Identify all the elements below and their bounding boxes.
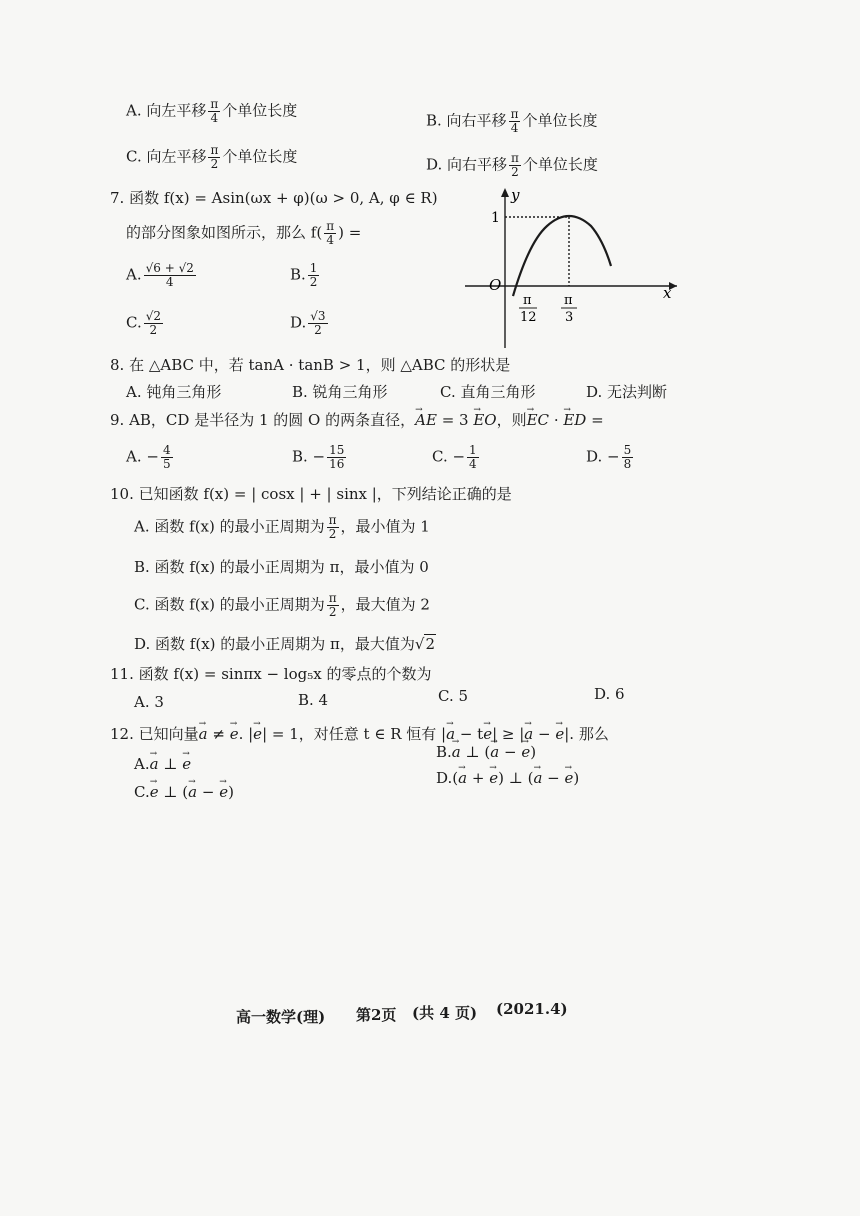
option-label: A. [134,755,150,773]
q6-option-d-tail: 个单位长度 [522,155,598,174]
q9-stem-head: 9. AB，CD 是半径为 1 的圆 O 的两条直径， [110,411,416,429]
y-axis-label: y [511,186,520,204]
fraction-numerator: π [511,151,519,165]
fraction-denominator: 2 [210,157,219,171]
option-label: C. [134,783,150,801]
option-label: A. [126,265,142,284]
sine-curve [513,216,611,296]
vector-a: → a [150,754,159,774]
not-equal-operator: ≠ [207,725,230,743]
fraction-numerator: 1 [469,443,477,457]
vector-e: → e [521,742,530,762]
q7-option-a-fraction [144,262,196,289]
q9-stem-tail: = [586,411,604,429]
vector-ae: → AE [415,410,437,430]
dot-operator: · [549,411,564,429]
fraction-denominator: 4 [165,275,174,289]
q9-option-b-fraction [327,444,346,471]
fraction-numerator: π [328,591,337,605]
perp-operator: ⊥ [158,755,183,773]
q11-option-d: D. 6 [594,685,625,703]
option-label: C. [126,313,142,332]
vector-ed: → ED [563,410,586,430]
fraction-numerator: π [328,513,337,527]
vector-e: → e [555,724,564,744]
q7-option-a [126,262,198,289]
q6-option-a [126,98,297,125]
q10-option-a-fraction [327,514,339,541]
q9-option-a-fraction [161,444,173,471]
fraction-denominator: 4 [469,457,477,471]
radicand: 2 [425,635,436,653]
q7-option-c-fraction [144,310,163,337]
q11-option-c: C. 5 [438,687,469,705]
q12-option-d [436,768,579,788]
fraction-denominator: 2 [149,323,158,337]
q9-option-c-fraction [467,444,479,471]
tick1-denominator: 12 [520,310,537,325]
option-label: D. [290,313,307,332]
vector-ec: → EC [527,410,549,430]
fraction-denominator: 4 [210,111,219,125]
vector-e: → e [219,782,228,802]
q10-option-a-tail: ，最小值为 1 [340,517,430,536]
paren: ( [527,769,534,787]
q12-option-b [436,742,536,762]
vector-e: → e [489,768,498,788]
vector-e: → e [565,768,574,788]
q7-option-b-fraction [308,262,320,289]
vector-e: → e [230,724,239,744]
q12-option-c [134,782,234,802]
fraction-denominator: 2 [328,527,337,541]
fraction-numerator: √3 [310,309,326,323]
q9-stem [110,410,604,430]
fraction-numerator: √6 + √2 [145,261,194,275]
x-axis-label: x [663,284,672,302]
paren: ( [182,783,189,801]
fraction-denominator: 2 [309,275,318,289]
q7-stem-line1: 7. 函数 f(x) = Asin(ωx + φ)(ω > 0, A, φ ∈ R) [110,189,438,207]
minus-operator: − [542,769,565,787]
footer-page: 第2页 [356,1006,397,1024]
q6-option-b-text: B. 向右平移 [426,111,507,130]
q10-option-a [134,514,430,541]
fraction-numerator: 4 [162,443,171,457]
paren: ) [498,769,504,787]
q6-option-b-tail: 个单位长度 [522,111,598,130]
fraction-denominator: 4 [326,233,334,247]
q6-option-a-tail: 个单位长度 [222,101,298,120]
q9-option-c [432,444,481,471]
tick2-denominator: 3 [565,310,574,325]
q6-option-d-fraction [509,152,521,179]
paren: ) [228,783,234,801]
q9-option-b [292,444,348,471]
fraction-denominator: 2 [314,323,322,337]
q7-function-graph [455,182,695,352]
q6-option-c-tail: 个单位长度 [222,147,298,166]
q11-option-b: B. 4 [298,691,329,709]
fraction-denominator: 16 [329,457,345,471]
minus-operator: − [197,783,220,801]
option-label: D. − [586,447,620,466]
q6-option-c [126,144,297,171]
q6-option-c-fraction [208,144,220,171]
q9-option-a [126,444,175,471]
y-axis-arrow-icon [501,188,509,197]
paren: ( [484,743,491,761]
option-label: B. [436,743,452,761]
q8-option-b: B. 锐角三角形 [292,383,388,401]
fraction-numerator: 15 [329,443,345,457]
fraction-denominator: 8 [623,457,632,471]
fraction-numerator: π [326,219,335,233]
q7-option-b [290,262,321,289]
tick2-numerator: π [564,293,573,308]
q6-option-b-fraction [509,108,521,135]
q10-option-b: B. 函数 f(x) 的最小正周期为 π，最小值为 0 [134,558,429,576]
perp-operator: ⊥ [158,783,183,801]
q8-option-d: D. 无法判断 [586,383,668,401]
q9-option-d [586,444,635,471]
paren: ) [530,743,537,761]
footer-total-pages: (共 4 页) [412,1004,478,1022]
origin-label: O [489,276,502,294]
q6-option-a-fraction [208,98,220,125]
option-label: D. [436,769,453,787]
paren: ) [573,769,580,787]
fraction-denominator: 4 [510,121,519,135]
footer-subject: 高一数学(理) [236,1008,326,1026]
q10-stem: 10. 已知函数 f(x) = | cosx | + | sinx |，下列结论正确的是 [110,485,512,503]
option-label: C. − [432,447,466,466]
q7-option-d [290,310,330,337]
q12-stem-mid2: | = 1，对任意 t ∈ R 恒有 | [262,725,447,743]
q6-option-b [426,108,597,135]
perp-operator: ⊥ [460,743,485,761]
q10-option-a-head: A. 函数 f(x) 的最小正周期为 [134,517,325,536]
vector-e: → e [253,724,262,744]
perp-operator: ⊥ [503,769,528,787]
fraction-numerator: π [510,107,519,121]
vector-e: → e [483,724,492,744]
q10-option-c-head: C. 函数 f(x) 的最小正周期为 [134,595,325,614]
vector-e: → e [182,754,191,774]
minus-t-operator: − t [455,725,484,743]
q12-stem-head: 12. 已知向量 [110,725,199,743]
vector-a: → a [188,782,197,802]
tick1-numerator: π [523,293,532,308]
fraction-numerator: √2 [145,309,161,323]
q11-option-a: A. 3 [134,693,164,711]
fraction-numerator: 1 [309,261,318,275]
vector-a: → a [524,724,533,744]
q11-stem: 11. 函数 f(x) = sinπx − log₅x 的零点的个数为 [110,665,432,683]
vector-eo: → EO [473,410,496,430]
fraction-numerator: π [210,97,219,111]
q9-option-d-fraction [622,444,634,471]
q9-stem-mid2: ，则 [496,411,527,429]
q10-option-d [134,634,436,654]
q7-stem-head: 的部分图象如图所示，那么 f( [126,223,323,242]
vector-a: → a [533,768,542,788]
q8-option-c: C. 直角三角形 [440,383,536,401]
fraction-denominator: 2 [511,165,519,179]
q7-option-d-fraction [308,310,327,337]
q12-stem [110,724,609,744]
option-label: B. − [292,447,326,466]
ge-operator: | ≥ | [492,725,525,743]
q7-stem-fraction [324,220,336,247]
q8-option-a: A. 钝角三角形 [126,383,222,401]
q12-option-a [134,754,191,774]
vector-e: → e [150,782,159,802]
vector-a: → a [490,742,499,762]
minus-operator: − [533,725,556,743]
q6-option-c-text: C. 向左平移 [126,147,207,166]
fraction-denominator: 2 [328,605,337,619]
max-value-label: 1 [491,210,500,226]
option-label: B. [290,265,306,284]
q10-option-d-head: D. 函数 f(x) 的最小正周期为 π，最大值为√ [134,635,425,653]
q6-option-a-text: A. 向左平移 [126,101,207,120]
fraction-numerator: 5 [623,443,632,457]
fraction-denominator: 5 [162,457,171,471]
minus-operator: − [499,743,522,761]
vector-a: → a [458,768,467,788]
q9-stem-mid: = 3 [436,411,474,429]
q7-stem-line2 [126,220,361,247]
q7-stem-tail: ) = [338,223,362,242]
q6-option-d [426,152,598,179]
vector-a: → a [446,724,455,744]
q8-stem: 8. 在 △ABC 中，若 tanA · tanB > 1，则 △ABC 的形状是 [110,356,511,374]
plus-operator: + [467,769,490,787]
footer-date: (2021.4) [496,1000,568,1018]
option-label: A. − [126,447,159,466]
q7-option-c [126,310,165,337]
vector-a: → a [199,724,208,744]
q12-stem-tail: |. 那么 [564,725,609,743]
q10-option-c-tail: ，最大值为 2 [340,595,430,614]
q12-stem-mid: . | [238,725,254,743]
q10-option-c-fraction [327,592,339,619]
vector-a: → a [452,742,461,762]
q10-option-c [134,592,430,619]
fraction-numerator: π [210,143,219,157]
paren: ( [452,769,459,787]
q6-option-d-text: D. 向右平移 [426,155,508,174]
